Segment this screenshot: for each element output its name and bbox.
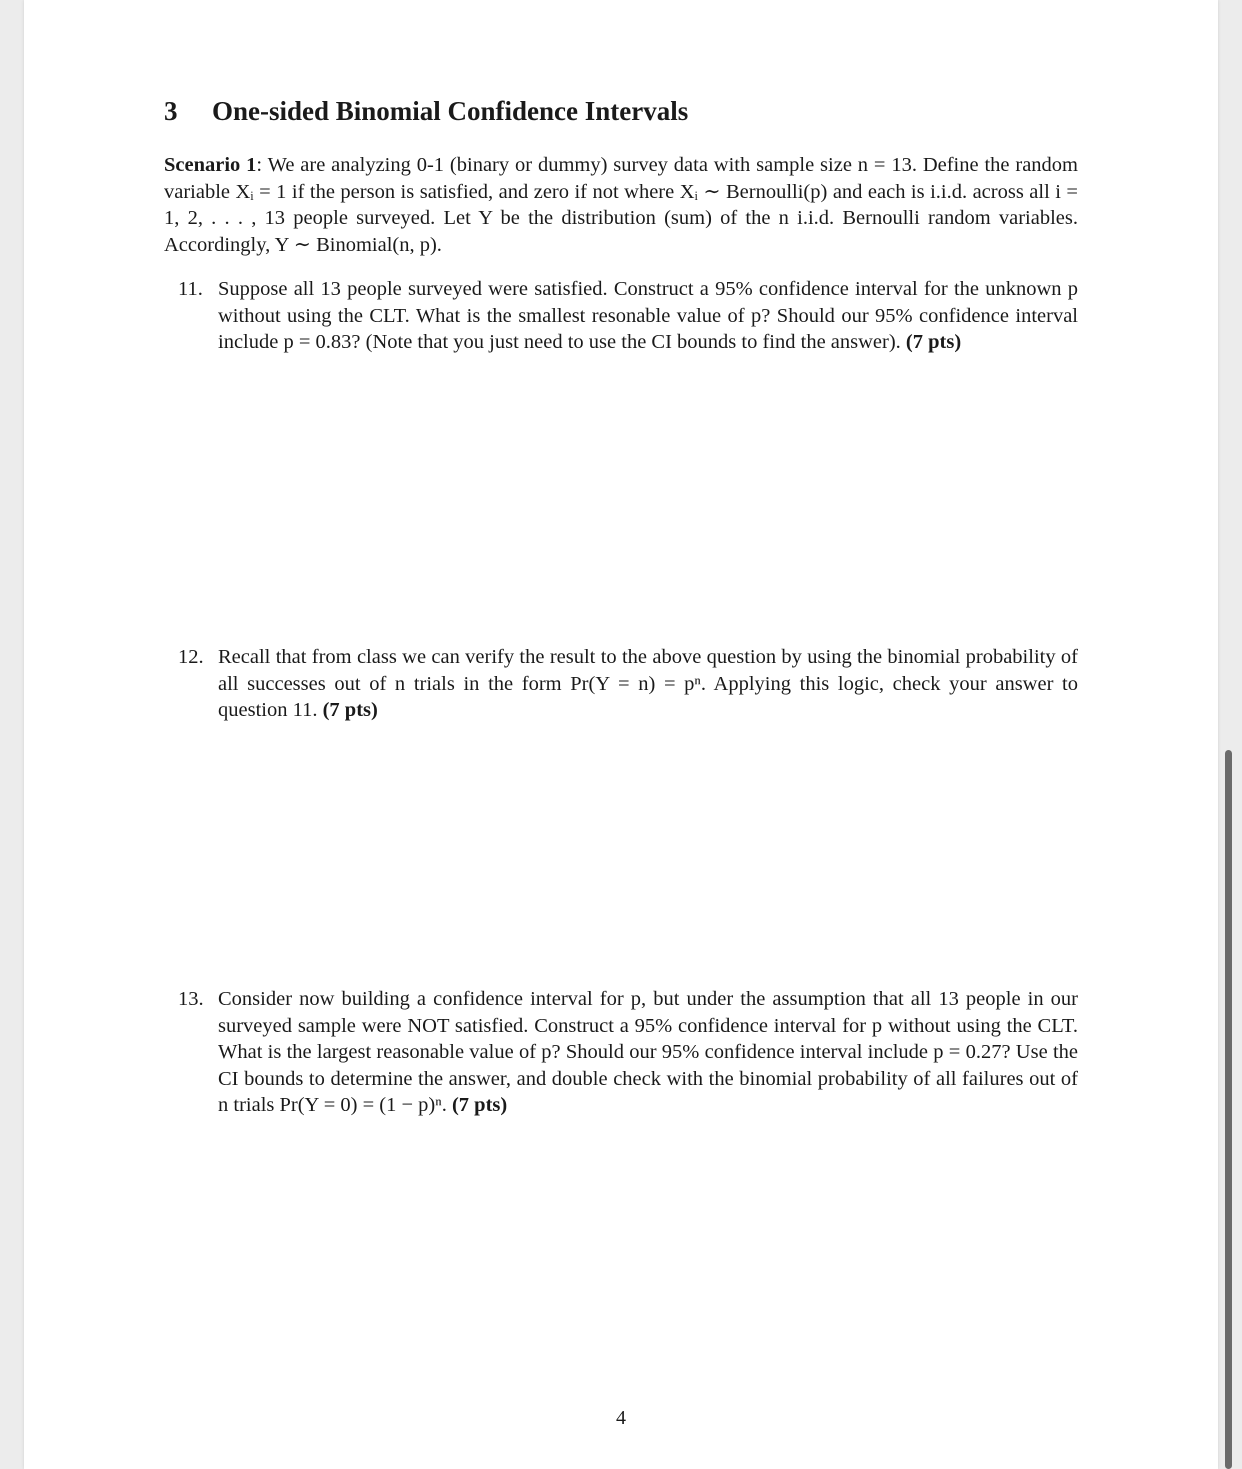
question-text: Recall that from class we can verify the result to the above question by using the binomial probability of all successes out of n trials in the form Pr(Y = n) = pⁿ. Applying this logic, check your answer to question 11. — [218, 646, 1078, 721]
question-text-block — [218, 276, 1078, 356]
question-11 — [164, 276, 1078, 356]
scenario-paragraph — [164, 152, 1078, 258]
section-number: 3 — [164, 96, 178, 126]
vertical-scrollbar-thumb[interactable] — [1225, 750, 1232, 1469]
question-12 — [164, 644, 1078, 724]
question-number: 12. — [178, 646, 204, 668]
page-number: 4 — [616, 1407, 626, 1429]
scenario-text: : We are analyzing 0-1 (binary or dummy) survey data with sample size n = 13. Define the random variable Xᵢ = 1 if the person is satisfied, and zero if not where Xᵢ ∼ Bernoulli(p) and each is i.i.d. across all i = 1, 2, . . . , 13 people surveyed. Let Y be the distribution (sum) of the n i.i.d. Bernoulli random variables. Accordingly, Y ∼ Binomial(n, p). — [164, 154, 1079, 256]
document-page — [24, 0, 1218, 1469]
question-number: 11. — [178, 278, 203, 300]
question-points: (7 pts) — [905, 331, 962, 353]
question-text: Consider now building a confidence interval for p, but under the assumption that all 13 people in our surveyed sample were NOT satisfied. Construct a 95% confidence interval for p without using the CLT. What is the largest reasonable value of p? Should our 95% confidence interval include p = 0.27? Use the CI bounds to determine the answer, and double check with the binomial probability of all failures out of n trials Pr(Y = 0) = (1 − p)ⁿ. — [218, 988, 1078, 1116]
question-text-block — [218, 986, 1078, 1119]
scenario-label: Scenario 1 — [164, 154, 257, 176]
section-heading — [164, 96, 688, 127]
question-text-block — [218, 644, 1078, 724]
section-title: One-sided Binomial Confidence Intervals — [212, 96, 689, 126]
question-text: Suppose all 13 people surveyed were satisfied. Construct a 95% confidence interval for the unknown p without using the CLT. What is the smallest resonable value of p? Should our 95% confidence interval include p = 0.83? (Note that you just need to use the CI bounds to find the answer). — [218, 278, 1078, 353]
question-number: 13. — [178, 988, 204, 1010]
question-points: (7 pts) — [322, 699, 378, 721]
question-13 — [164, 986, 1078, 1119]
question-points: (7 pts) — [451, 1094, 508, 1116]
